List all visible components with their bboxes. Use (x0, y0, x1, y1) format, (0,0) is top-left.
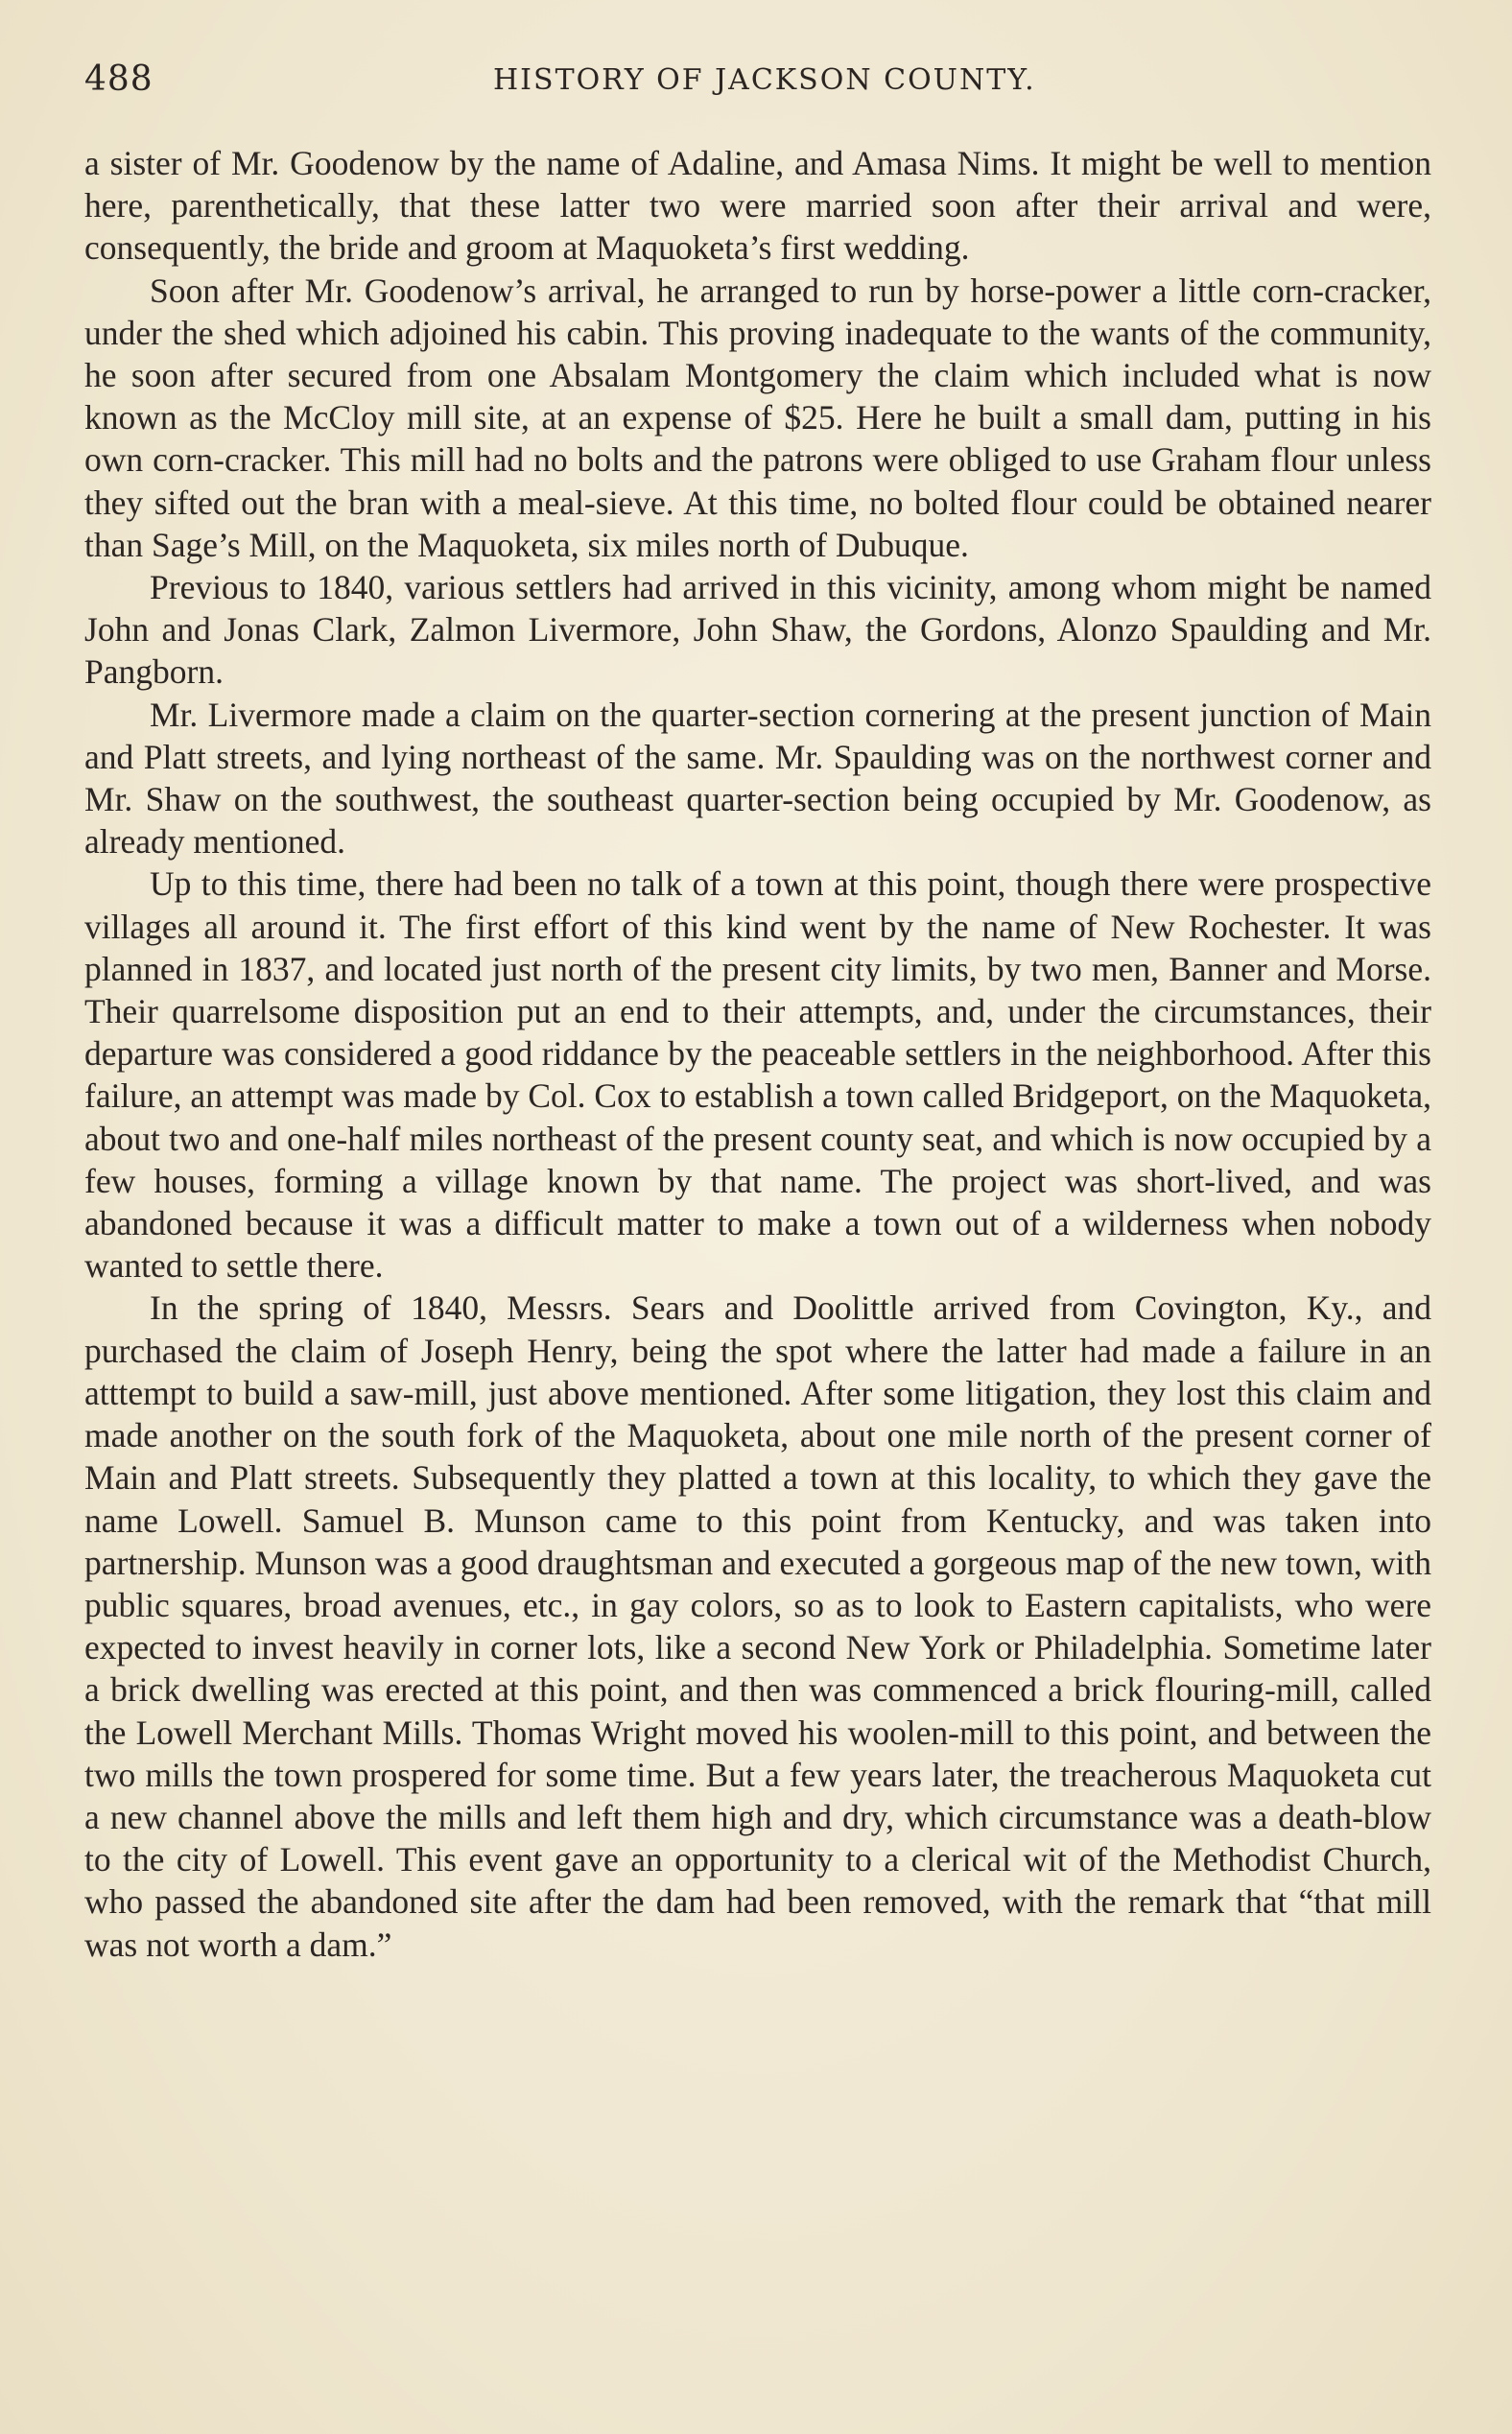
page-number: 488 (84, 59, 154, 99)
page-header (84, 59, 1428, 107)
paragraph-lowell: In the spring of 1840, Messrs. Sears and Doolittle arrived from Covington, Ky., and purchased the claim of Joseph Henry, being the spot where the latter had made a failure in an atttempt to build a saw-mill, just above mentioned. After some litigation, they lost this claim and made another on the south fork of the Maquoketa, about one mile north of the present corner of Main and Platt streets. Subsequently they platted a town at this locality, to which they gave the name Lowell. Samuel B. Munson came to this point from Kentucky, and was taken into partnership. Munson was a good draughtsman and executed a gorgeous map of the new town, with public squares, broad avenues, etc., in gay colors, so as to look to Eastern capitalists, who were expected to invest heavily in corner lots, like a second New York or Philadelphia. Sometime later a brick dwelling was erected at this point, and then was commenced a brick flouring-mill, called the Lowell Merchant Mills. Thomas Wright moved his woolen-mill to this point, and between the two mills the town prospered for some time. But a few years later, the treacherous Maquoketa cut a new channel above the mills and left them high and dry, which circumstance was a death-blow to the city of Lowell. This event gave an opportunity to a clerical wit of the Methodist Church, who passed the abandoned site after the dam had been removed, with the remark that “that mill was not worth a dam.” (84, 1288, 1431, 1964)
paragraph-mill: Soon after Mr. Goodenow’s arrival, he arranged to run by horse-power a little corn-cracker, under the shed which adjoined his cabin. This proving inadequate to the wants of the community, he soon after secured from one Absalam Montgomery the claim which included what is now known as the McCloy mill site, at an expense of $25. Here he built a small dam, putting in his own corn-cracker. This mill had no bolts and the patrons were obliged to use Graham flour unless they sifted out the bran with a meal-sieve. At this time, no bolted flour could be obtained nearer than Sage’s Mill, on the Maquoketa, six miles north of Dubuque. (84, 271, 1431, 564)
running-head: HISTORY OF JACKSON COUNTY. (493, 63, 1036, 97)
paragraph-settlers: Previous to 1840, various settlers had arrived in this vicinity, among whom might be named John and Jonas Clark, Zalmon Livermore, John Shaw, the Gordons, Alonzo Spaulding and Mr. Pangborn. (84, 568, 1431, 692)
paragraph-livermore-claim: Mr. Livermore made a claim on the quarter-section cornering at the present junction of Main and Platt streets, and lying northeast of the same. Mr. Spaulding was on the northwest corner and Mr. Shaw on the southwest, the southeast quarter-section being occupied by Mr. Goodenow, as already mentioned. (84, 695, 1431, 862)
body-text (84, 142, 1431, 1966)
paragraph-early-towns: Up to this time, there had been no talk of a town at this point, though there were prospective villages all around it. The first effort of this kind went by the name of New Rochester. It was planned in 1837, and located just north of the present city limits, by two men, Banner and Morse. Their quarrelsome disposition put an end to their attempts, and, under the circumstances, their departure was considered a good riddance by the peaceable settlers in the neighborhood. After this failure, an attempt was made by Col. Cox to establish a town called Bridgeport, on the Maquoketa, about two and one-half miles northeast of the present county seat, and which is now occupied by a few houses, forming a village known by that name. The project was short-lived, and was abandoned because it was a difficult matter to make a town out of a wilderness when nobody wanted to settle there. (84, 864, 1431, 1286)
paragraph-continuation: a sister of Mr. Goodenow by the name of Adaline, and Amasa Nims. It might be well to mention here, parenthetically, that these latter two were married soon after their arrival and were, consequently, the bride and groom at Maquoketa’s first wedding. (84, 144, 1431, 268)
